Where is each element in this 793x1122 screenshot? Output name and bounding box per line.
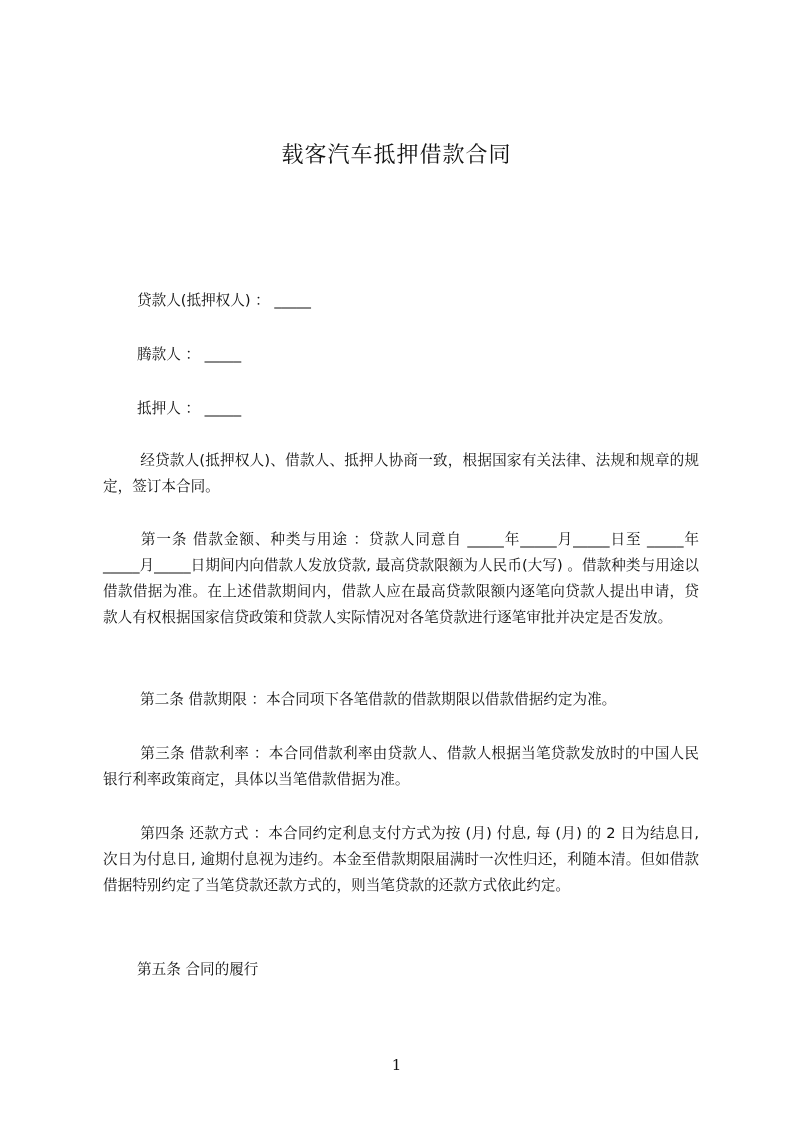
borrower-label: 腾款人 ： [137,346,201,363]
preamble-paragraph [103,448,699,500]
mortgagor-line [137,398,241,420]
borrower-blank: _____ [204,346,242,363]
article-4-paragraph [103,821,699,899]
lender-line [137,290,311,312]
preamble-text: 经贷款人(抵押权人)、借款人、抵押人协商一致，根据国家有关法律、法规和规章的规定，签订本合同。 [103,452,699,495]
document-title: 载客汽车抵押借款合同 [281,143,512,168]
borrower-line [137,344,241,366]
article-3-text: 第三条 借款利率 ：本合同借款利率由贷款人、借款人根据当笔贷款发放时的中国人民银行利率政策商定，具体以当笔借款借据为准。 [103,745,699,788]
article-4-text: 第四条 还款方式 ：本合同约定利息支付方式为按 (月) 付息, 每 (月) 的 2 日为结息日, 次日为付息日, 逾期付息视为违约。本金至借款期限届满时一次性归还，利随本清。但如借款借据特别约定了当笔贷款还款方式的，则当笔贷款的还款方式依此约定。 [103,825,699,894]
lender-label: 贷款人(抵押权人) ： [137,292,270,309]
article-5-heading: 第五条 合同的履行 [137,961,259,978]
mortgagor-blank: _____ [204,400,242,417]
article-2-text: 第二条 借款期限 ：本合同项下各笔借款的借款期限以借款借据约定为准。 [140,691,617,708]
page-number: 1 [391,1056,402,1074]
article-2-paragraph [103,687,699,713]
article-1-paragraph [103,527,699,631]
mortgagor-label: 抵押人 ： [137,400,201,417]
article-1-text: 第一条 借款金额、种类与用途 ：贷款人同意自 _____年_____月_____日至 _____年_____月_____日期间内向借款人发放贷款, 最高贷款限额为人民币(大写) 。借款种类与用途以借款借据为准。在上述借款期间内，借款人应在最高贷款限额内逐笔向贷款人提出申请，贷款人有权根据国家信贷政策和贷款人实际情况对各笔贷款进行逐笔审批并决定是否发放。 [103,531,699,626]
article-3-paragraph [103,741,699,793]
lender-blank: _____ [274,292,311,309]
